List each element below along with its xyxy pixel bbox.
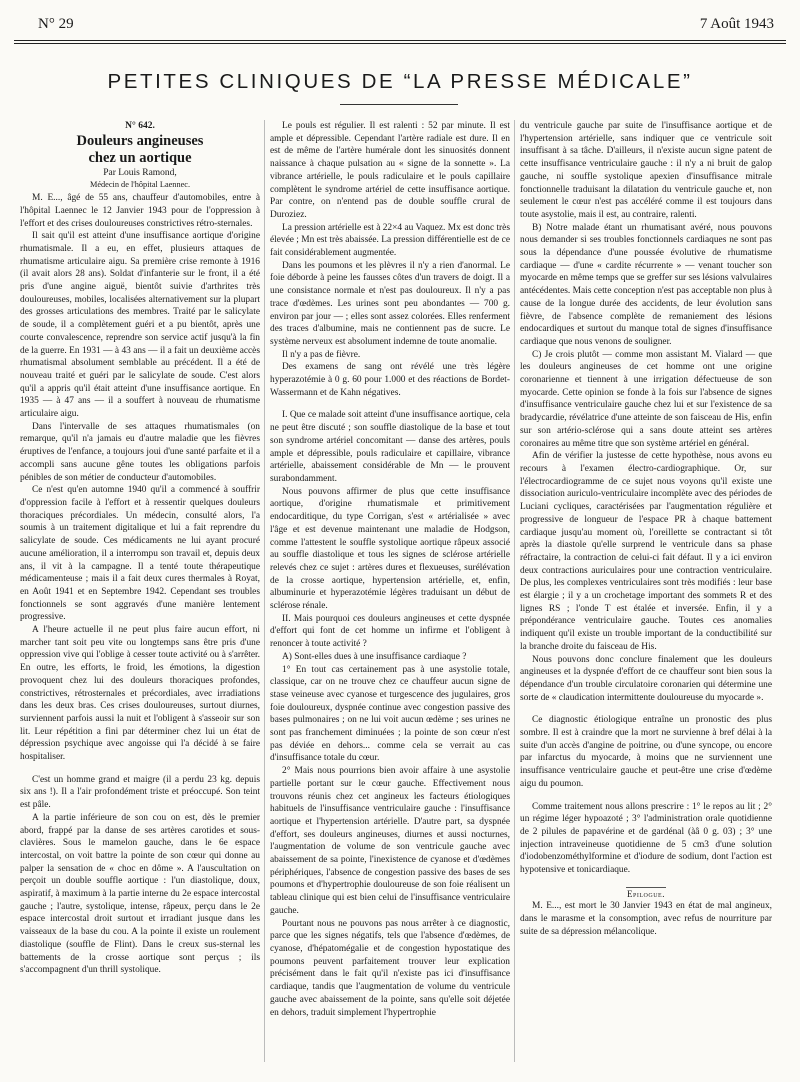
column-3 [520,120,772,939]
article-author: Par Louis Ramond, [103,167,177,178]
paragraph: B) Notre malade étant un rhumatisant avéré, nous pouvons nous demander si ses troubles fonctionnels cardiaques ne sont pas sous la dépendance d'une poussée évolutive de rhumatisme cardiaque — d'une « cardite récurrente » — venant toucher son myocarde en même temps que se greffer sur ses lésions valvulaires antécédentes. Mais cette conception n'est pas acceptable non plus à cause de la longue durée des accidents, de leur évolution sans fièvre, de l'absence complète de remaniement des lésions endocardiques et surtout du manque total de signes d'insuffisance cardiaque que nous venons de souligner. [520,222,772,347]
column-separator [264,120,265,1062]
epilogue-text: M. E..., est mort le 30 Janvier 1943 en état de mal angineux, dans le marasme et la consomption, avec refus de nourriture par suite de sa dépression mélancolique. [520,901,772,937]
article-number: N° 642. [125,121,155,131]
issue-date: 7 Août 1943 [699,16,774,32]
article-title-line2: chez un aortique [88,149,192,166]
paragraph: Il n'y a pas de fièvre. [282,349,361,360]
column-separator [514,120,515,1062]
author-affiliation: Médecin de l'hôpital Laennec. [89,180,191,190]
paragraph: Ce n'est qu'en automne 1940 qu'il a commencé à souffrir d'oppression facile à l'effort et à ressentir quelques douleurs thoraciques précordiales. Un médecin, consulté alors, l'a soumis à un traitement digitalique et lui a fait reprendre du salicylate de soude. Ces médicaments ne lui ayant procuré aucune amélioration, il a interrompu son travail et, depuis deux ans, il vit à la campagne. Il a tenté toute thérapeutique médicamenteuse ; mais il a fait deux cures thermales à Royat, en Août 1941 et en Septembre 1942. Cependant ses troubles fonctionnels se sont aggravés d'une manière lentement progressive. [20,485,260,623]
paragraph: Ce diagnostic étiologique entraîne un pronostic des plus sombre. Il est à craindre que la mort ne survienne à bref délai à la suite d'un accès d'angine de poitrine, ou d'une syncope, ou encore par infarctus du myocarde, à moins que ne surviennent une insuffisance ventriculaire gauche et peut-être une crise d'œdème aigu du poumon. [520,715,772,789]
issue-number: N° 29 [38,16,74,32]
section-title: PETITES CLINIQUES DE “LA PRESSE MÉDICALE” [107,70,693,93]
paragraph: 1° En tout cas certainement pas à une asystolie totale, classique, car on ne trouve chez ce chauffeur aucun signe de stase veineuse avec cyanose et turgescence des jugulaires, gros foie douloureux, dyspnée continue avec congestion passive des bases pulmonaires ; on ne lui voit aucun œdème ; ses urines ne sont pas franchement diminuées ; la pointe de son cœur n'est pas déviée en dehors... comme cela se verrait au cas d'insuffisance totale du cœur. [270,664,510,764]
paragraph: 2° Mais nous pourrions bien avoir affaire à une asystolie partielle portant sur le cœur gauche. Effectivement nous trouvons réunis chez cet angineux les facteurs étiologiques habituels de l'insuffisance ventriculaire gauche : l'insuffisance aortique et l'hypertension artérielle. D'autre part, sa dyspnée d'effort, ses douleurs angineuses, diurnes et aussi nocturnes, l'augmentation de volume de son ventricule gauche avec abaissement de sa pointe, l'inexistence de cyanose et d'œdèmes périphériques, l'absence de congestion passive des bases de ses poumons et d'hypertrophie douloureuse de son foie réalisent un tableau clinique qui est bien celui de l'insuffisance ventriculaire gauche. [270,766,510,916]
paragraph: A) Sont-elles dues à une insuffisance cardiaque ? [282,651,467,662]
paragraph: C'est un homme grand et maigre (il a perdu 23 kg. depuis six ans !). Il a l'air profondément triste et préoccupé. Son teint est pâle. [20,774,260,811]
paragraph: Des examens de sang ont révélé une très légère hyperazotémie à 0 g. 60 pour 1.000 et des réactions de Bordet-Wassermann et de Kahn négatives. [270,362,510,398]
paragraph: II. Mais pourquoi ces douleurs angineuses et cette dyspnée d'effort qui font de cet homme un infirme et l'obligent à renoncer à toute activité ? [270,613,510,650]
section-title-underline [340,104,458,105]
paragraph: Pourtant nous ne pouvons pas nous arrêter à ce diagnostic, parce que les signes négatifs, tels que l'absence d'œdèmes, de cyanose, d'hépatomégalie et de congestion hypostatique des poumons peuvent parfaitement trouver leur explication précisément dans le fait qu'il n'existe pas ici d'insuffisance cardiaque, tandis que l'augmentation de volume du ventricule gauche avec abaissement de la pointe, sans qu'elle soit déjetée en dehors, traduit simplement l'hypertrophie [270,918,510,1018]
paragraph: du ventricule gauche par suite de l'insuffisance aortique et de l'hypertension artérielle, sans indiquer que ce ventricule soit insuffisant à sa tâche. D'ailleurs, il n'existe aucun signe patent de cette insuffisance ventriculaire gauche : il n'y a ni bruit de galop gauche, ni souffle systolique apexien d'insuffisance mitrale fonctionnelle traduisant la dilatation du ventricule gauche et, non seulement le cœur n'est pas accéléré comme il est toujours dans toute asystolie, mais il est, au contraire, ralenti. [520,121,772,220]
paragraph: Afin de vérifier la justesse de cette hypothèse, nous avons eu recours à l'examen électro-cardiographique. Or, sur l'électrocardiogramme de ce sujet nous voyons qu'il existe une dissociation auriculo-ventriculaire incomplète avec des périodes de Luciani cycliques, caractérisées par l'augmentation régulière et progressive de longueur de l'espace PR à chaque battement cardiaque jusqu'au moment où, l'oreillette se contractant si tôt après la diastole qu'elle surprend le ventricule dans sa phase réfractaire, la contraction de celui-ci fait défaut. Il y a ici environ deux contractions auriculaires pour une contraction ventriculaire. De plus, les complexes ventriculaires sont très modifiés : leur base est élargie ; il y a un crochetage important des sommets R et des lignes RS ; l'onde T est étalée et inversée. Enfin, il y a prépondérance ventriculaire gauche. Toutes ces anomalies indiquent qu'il existe un trouble important de la conductibilité sur la branche droite du faisceau de His. [520,451,772,652]
running-header [14,16,786,38]
paragraph: Dans l'intervalle de ses attaques rhumatismales (on remarque, qu'il n'a jamais eu d'autre maladie que les fièvres éruptives de l'enfance, a toujours joui d'une santé parfaite et il a accompli sans aucune gêne toutes les obligations parfois pénibles de son métier de conducteur d'automobiles. [20,421,260,483]
epilogue-title: Epilogue. [627,888,665,899]
paragraph: Le pouls est régulier. Il est ralenti : 52 par minute. Il est ample et dépressible. Cependant l'artère radiale est dure. Il en est de même de l'artère humérale dont les sinuosités donnent naissance à chaque pulsation au « signe de la sonnette ». La vibrance artérielle, le pouls radiculaire et le pouls capillaire complètent le syndrome artériel de cette insuffisance aortique. Par contre, on n'entend pas de double souffle crural de Duroziez. [270,121,510,220]
paragraph: Nous pouvons donc conclure finalement que les douleurs angineuses et la dyspnée d'effort de ce chauffeur sont bien sous la dépendance d'un trouble circulatoire coronarien qui détermine une sorte de « claudication intermittente douloureuse du myocarde ». [520,654,772,703]
paragraph: C) Je crois plutôt — comme mon assistant M. Vialard — que les douleurs angineuses de cet homme ont une origine coronarienne et tiennent à une irrigation défectueuse de son myocarde. Cette opinion se fonde à la fois sur l'absence de signes d'insuffisance ventriculaire gauche chez lui et sur l'existence de sa bradycardie, révélatrice d'une atteinte de son faisceau de His, enfin sur son artério-sclérose qui a sans doute atteint ses artères coronaires au même titre que son système artériel en général. [520,349,772,449]
paragraph: Nous pouvons affirmer de plus que cette insuffisance aortique, d'origine rhumatismale et primitivement endocarditique, du type Corrigan, s'est « artérialisée » avec l'âge et est devenue maintenant une maladie de Hodgson, comme l'attestent le souffle systolique aortique râpeux associé au souffle diastolique et tous les signes de sclérose artérielle relevés chez ce sujet : artères dures et flexueuses, surélévation de la crosse aortique, hypertension artérielle, et, enfin, albuminurie et hyperazotémie légères traduisant un début de sclérose rénale. [270,486,510,612]
column-2 [270,120,510,1019]
header-rule-double [14,43,786,44]
column-1 [20,120,260,977]
paragraph: La pression artérielle est à 22×4 au Vaquez. Mx est donc très élevée ; Mn est très abaissée. La pression différentielle est de ce fait considérablement augmentée. [270,222,510,259]
paragraph: Dans les poumons et les plèvres il n'y a rien d'anormal. Le foie déborde à peine les fausses côtes d'un travers de doigt. Il a une consistance normale et n'est pas douloureux. Il n'y a pas trace d'œdèmes. Les urines sont peu abondantes — 700 g. environ par jour — ; elles sont assez colorées. Elles renferment des traces d'albumine, mais ne contiennent pas de sucre. Le système nerveux est absolument indemne de toute anomalie. [270,260,510,347]
article-title [20,133,260,167]
paragraph: M. E..., âgé de 55 ans, chauffeur d'automobiles, entre à l'hôpital Laennec le 12 Janvier 1943 pour de l'oppression à l'effort et des crises douloureuses constrictives rétro-sternales. [20,193,260,229]
paragraph: Comme traitement nous allons prescrire : 1° le repos au lit ; 2° un régime léger hypoazoté ; 3° l'administration orale quotidienne de 2 pilules de papavérine et de gardénal (àâ 0 g. 03) ; 3° une injection intraveineuse quotidienne de 5 cm3 d'une solution d'iodobenzométhylformine et d'iodure de sodium, dont l'action est hypotensive et tonicardiaque. [520,801,772,876]
article-title-line1: Douleurs angineuses [76,132,204,149]
header-rule [14,40,786,41]
paragraph: Il sait qu'il est atteint d'une insuffisance aortique d'origine rhumatismale. Il a eu, en effet, plusieurs attaques de rhumatisme articulaire aigu. Sa première crise remonte à 1916 (il avait alors 28 ans). Soldat d'infanterie sur le front, il a été pris d'une angine aiguë, bientôt suivie d'arthrites très douloureuses, mobiles, localisées alternativement sur la plupart des grosses articulations des membres. Traité par le salicylate de soude, il a complètement guéri et a pu bientôt, après une courte convalescence, reprendre son service actif jusqu'à la fin de la guerre. En 1931 — à 43 ans — il a fait un deuxième accès rhumatismal absolument semblable au précédent. Il a été de nouveau traité et guéri par le salicylate de soude. C'est alors qu'il a appris qu'il était atteint d'une insuffisance aortique. En 1935 — à 47 ans — il a souffert à nouveau de rhumatisme articulaire aigu. [20,231,260,420]
paragraph: A la partie inférieure de son cou on est, dès le premier abord, frappé par la danse de ses artères carotides et sous-clavières. Sous le mamelon gauche, dans le 6e espace intercostal, on voit battre la pointe de son cœur qui donne au palper la sensation de « choc en dôme ». A l'auscultation on perçoit un double souffle aortique : l'un diastolique, doux, aspiratif, à maximum à la partie interne du 2e espace intercostal gauche ; l'autre, systolique, intense, râpeux, perçu dans le 2e espace intercostal droit surtout et irradiant jusque dans les vaisseaux de la base du cou. A la pointe il existe un roulement diastolique (souffle de Flint). Dans le creux sus-sternal les battements de la crosse aortique sont perçus ; ils s'accompagnent d'un thrill systolique. [20,812,260,976]
paragraph: I. Que ce malade soit atteint d'une insuffisance aortique, cela ne peut être discuté ; son souffle diastolique de la base et tout son syndrome artériel concomitant — danse des artères, pouls ample et dépressible, pouls radiculaire et capillaire, vibrance artérielle, abaissement considérable de Mn — le prouvent surabondamment. [270,410,510,484]
paragraph: A l'heure actuelle il ne peut plus faire aucun effort, ni marcher tant soit peu vite ou longtemps sans être pris d'une oppression vive qui l'oblige à cesser toute activité ou à s'arrêter. En outre, les efforts, le froid, les émotions, la digestion provoquent chez lui des douleurs thoraciques profondes, constrictives, rétrosternales et précordiales, avec irradiations dans les deux bras. Ces crises douloureuses, surtout diurnes, surviennent parfois aussi la nuit et l'obligent à s'asseoir sur son lit. Leur répétition a fini par déterminer chez lui un état de dépression psychique avec angoisse qui l'a décidé à se faire hospitaliser. [20,625,260,763]
